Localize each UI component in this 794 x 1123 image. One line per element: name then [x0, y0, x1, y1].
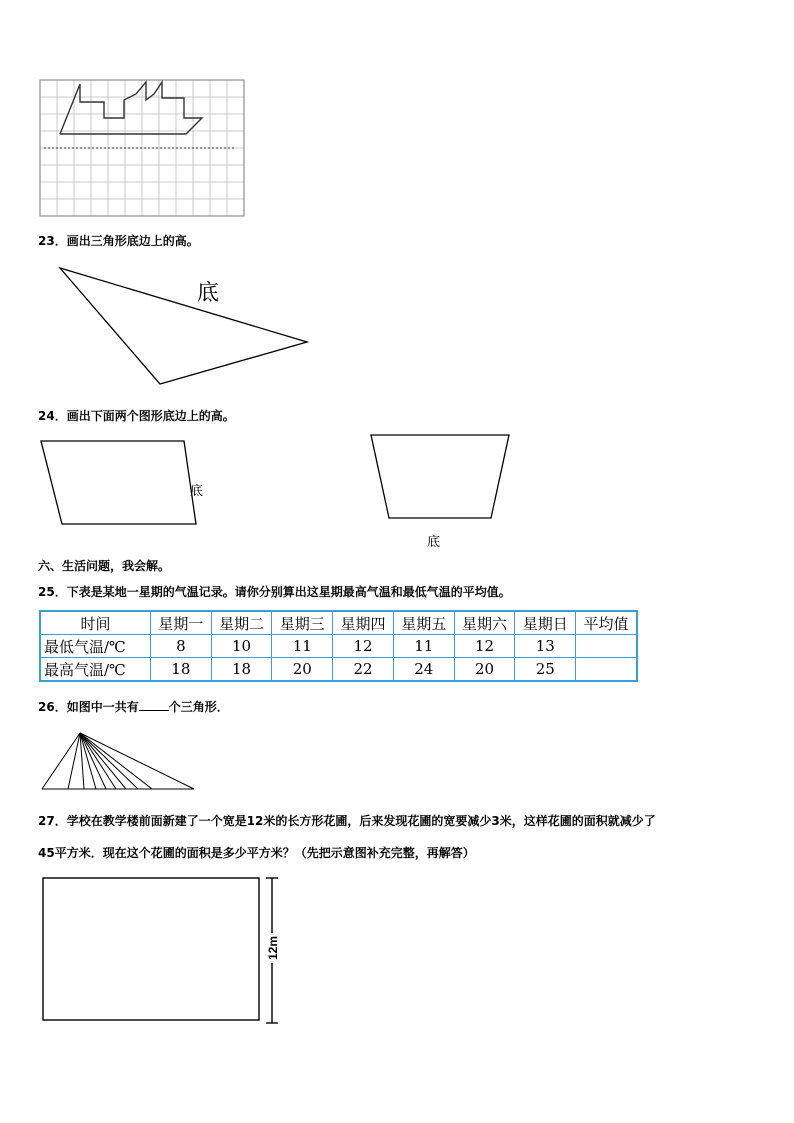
ship-outline	[60, 82, 202, 134]
question-27-line-2: 45平方米．现在这个花圃的面积是多少平方米？（先把示意图补充完整，再解答）	[38, 846, 475, 860]
garden-rectangle-figure	[40, 875, 290, 1030]
table-cell: 18	[150, 658, 211, 682]
parallelogram-figure	[38, 438, 200, 528]
table-cell: 11	[272, 635, 333, 658]
table-cell: 11	[393, 635, 454, 658]
table-row	[40, 658, 637, 682]
table-cell: 24	[393, 658, 454, 682]
grid-ship-figure	[38, 78, 246, 218]
table-header-cell: 时间	[40, 611, 150, 635]
table-header-cell: 星期三	[272, 611, 333, 635]
table-header-row	[40, 611, 637, 635]
average-answer-cell[interactable]	[576, 635, 637, 658]
trapezoid-base-label: 底	[427, 535, 441, 550]
table-row-label: 最高气温/℃	[40, 658, 150, 682]
table-header-cell: 星期五	[393, 611, 454, 635]
fan-triangles-figure	[40, 730, 196, 792]
table-cell: 25	[515, 658, 576, 682]
question-26-text-before: 26．如图中一共有	[38, 700, 139, 714]
table-header-cell: 星期一	[150, 611, 211, 635]
trapezoid-figure	[368, 432, 512, 524]
table-cell: 12	[454, 635, 515, 658]
table-header-cell: 星期六	[454, 611, 515, 635]
answer-blank[interactable]	[139, 699, 169, 711]
width-dimension-label: 12m	[266, 935, 280, 961]
table-cell: 13	[515, 635, 576, 658]
question-23: 23．画出三角形底边上的高。	[38, 234, 199, 248]
triangle-base-label: 底	[197, 281, 220, 306]
question-26	[38, 698, 229, 715]
table-cell: 22	[333, 658, 394, 682]
question-25: 25．下表是某地一星期的气温记录。请你分别算出这星期最高气温和最低气温的平均值。	[38, 585, 511, 599]
table-cell: 8	[150, 635, 211, 658]
table-cell: 12	[333, 635, 394, 658]
table-cell: 20	[272, 658, 333, 682]
section-6-heading: 六、生活问题，我会解。	[38, 559, 171, 573]
table-header-cell: 星期四	[333, 611, 394, 635]
table-header-cell: 平均值	[576, 611, 637, 635]
table-cell: 20	[454, 658, 515, 682]
table-row-label: 最低气温/℃	[40, 635, 150, 658]
triangle-figure	[55, 262, 315, 390]
question-26-text-after: 个三角形．	[168, 700, 229, 714]
table-cell: 18	[211, 658, 272, 682]
parallelogram-base-label: 底	[190, 484, 204, 499]
table-row	[40, 635, 637, 658]
question-27-line-1: 27．学校在教学楼前面新建了一个宽是12米的长方形花圃，后来发现花圃的宽要减少3米，这样花圃的面积就减少了	[38, 814, 656, 828]
question-24: 24．画出下面两个图形底边上的高。	[38, 409, 235, 423]
average-answer-cell[interactable]	[576, 658, 637, 682]
table-header-cell: 星期二	[211, 611, 272, 635]
table-header-cell: 星期日	[515, 611, 576, 635]
table-cell: 10	[211, 635, 272, 658]
temperature-table	[39, 610, 638, 682]
